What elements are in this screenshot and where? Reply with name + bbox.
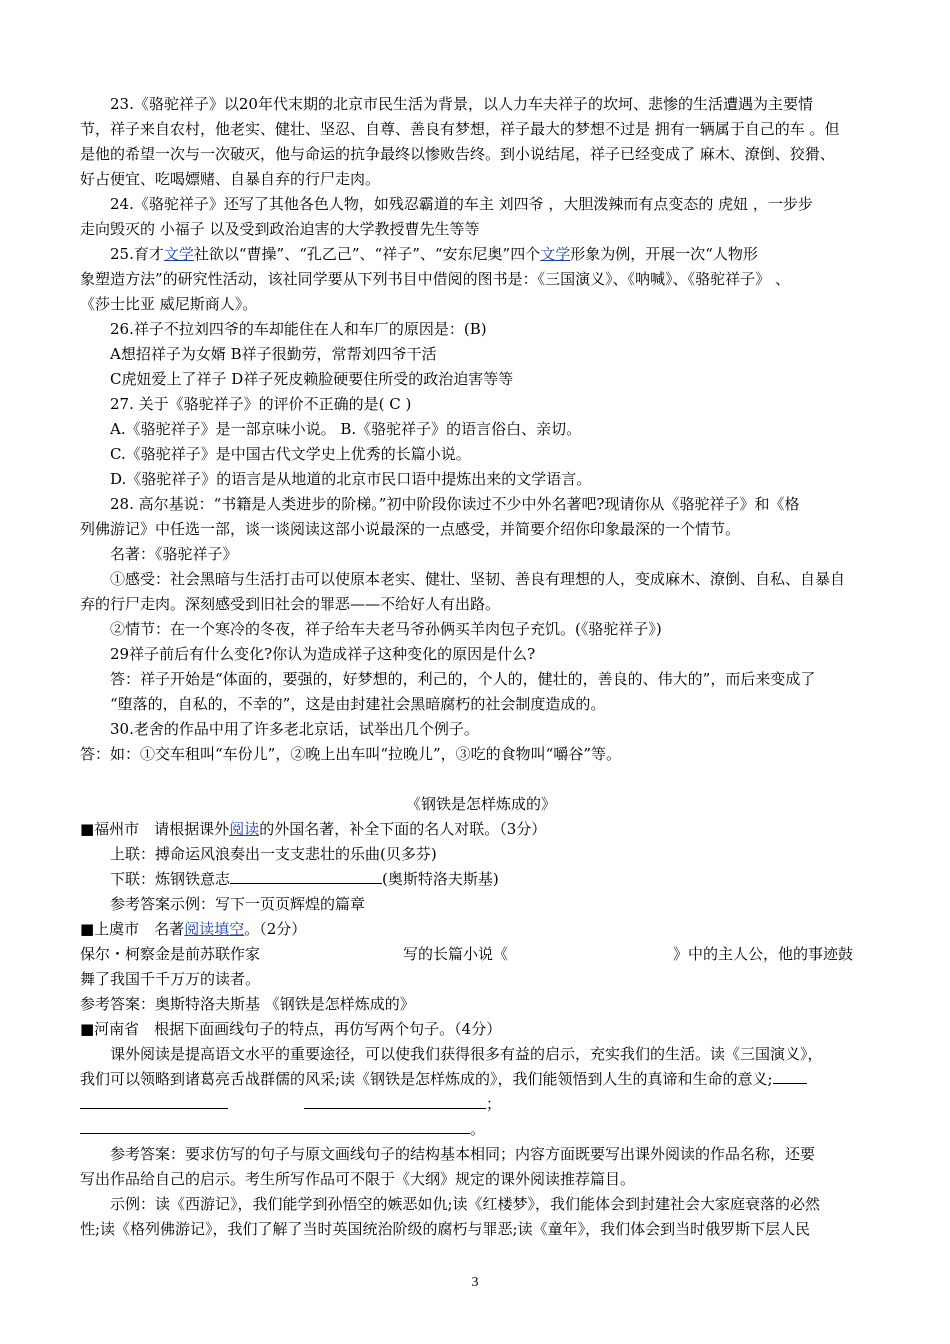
henan-period: 。 (470, 1120, 486, 1138)
shangyu-line-1 (80, 942, 882, 967)
q25-line-1 (80, 242, 882, 267)
henan-blank-1[interactable] (80, 1092, 228, 1109)
henan-semicolon: ； (486, 1095, 502, 1113)
shangyu-text-b: 写的长篇小说《 (403, 945, 509, 963)
q28-feeling-2: 弃的行尸走肉。深刻感受到旧社会的罪恶——不给好人有出路。 (80, 595, 501, 613)
q23-line-3: 是他的希望一次与一次破灭，他与命运的抗争最终以惨败告终。到小说结尾，祥子已经变成了 麻木、潦倒、狡猾、 (80, 145, 835, 163)
henan-question: ■河南省 根据下面画线句子的特点，再仿写两个句子。（4分） (80, 1020, 502, 1038)
q30-answer: 答：如：①交车租叫“车份儿”，②晚上出车叫“拉晚儿”，③吃的食物叫“嚼谷”等。 (80, 745, 622, 763)
shangyu-question (80, 917, 882, 942)
q28-line-1: 28. 高尔基说：“书籍是人类进步的阶梯。”初中阶段你读过不少中外名著吧?现请你从《骆驼祥子》和《格 (110, 495, 800, 513)
q25-text-a: 25.育才 (110, 245, 164, 263)
shangyu-head-text-2: 。（2分） (244, 920, 307, 938)
q29-answer-1: 答：祥子开始是“体面的，要强的，好梦想的，利己的，个人的，健壮的，善良的、伟大的”，而后来变成了 (110, 670, 816, 688)
shangyu-head-text: ■上虞市 名著 (80, 920, 185, 938)
fuzhou-lower-author: (奥斯特洛夫斯基) (382, 870, 499, 888)
henan-blank-3[interactable] (80, 1117, 470, 1134)
henan-blank-0[interactable] (773, 1067, 807, 1084)
literature-link-2[interactable]: 文学 (540, 245, 571, 263)
henan-example-1: 示例：读《西游记》，我们能学到孙悟空的嫉恶如仇;读《红楼梦》，我们能体会到封建社会大家庭衰落的必然 (110, 1195, 821, 1213)
q26-stem: 26.祥子不拉刘四爷的车却能住在人和车厂的原因是：(B) (110, 320, 487, 338)
henan-paragraph-2-text: 我们可以领略到诸葛亮舌战群儒的风采;读《钢铁是怎样炼成的》，我们能领悟到人生的真谛和生命的意义; (80, 1070, 773, 1088)
q29-answer-2: “堕落的，自私的，不幸的”，这是由封建社会黑暗腐朽的社会制度造成的。 (110, 695, 606, 713)
q26-options-ab: A想招祥子为女婿 B祥子很勤劳，常帮刘四爷干活 (110, 345, 437, 363)
q30-stem: 30.老舍的作品中用了许多老北京话，试举出几个例子。 (110, 720, 479, 738)
q28-book-name: 名著：《骆驼祥子》 (110, 545, 238, 563)
henan-reference-1: 参考答案：要求仿写的句子与原文画线句子的结构基本相同；内容方面既要写出课外阅读的作品名称，还要 (110, 1145, 816, 1163)
henan-example-2: 性;读《格列佛游记》，我们了解了当时英国统治阶级的腐朽与罪恶;读《童年》，我们体会到当时俄罗斯下层人民 (80, 1220, 811, 1238)
shangyu-reference-answer: 参考答案：奥斯特洛夫斯基 《钢铁是怎样炼成的》 (80, 995, 415, 1013)
q24-line-2: 走向毁灭的 小福子 以及受到政治迫害的大学教授曹先生等等 (80, 220, 480, 238)
page-number: 3 (471, 1275, 479, 1290)
fuzhou-lower-couplet (80, 867, 882, 892)
q27-stem: 27. 关于《骆驼祥子》的评价不正确的是( C ) (110, 395, 412, 413)
henan-blank-2[interactable] (304, 1092, 486, 1109)
henan-reference-2: 写出作品给自己的启示。考生所写作品可不限于《大纲》规定的课外阅读推荐篇目。 (80, 1170, 636, 1188)
q23-line-2: 节，祥子来自农村，他老实、健壮、坚忍、自尊、善良有梦想，祥子最大的梦想不过是 拥有一辆属于自己的车 。但 (80, 120, 840, 138)
document-page (80, 92, 882, 1242)
fuzhou-question (80, 817, 882, 842)
henan-paragraph-1: 课外阅读是提高语文水平的重要途径，可以使我们获得很多有益的启示，充实我们的生活。读《三国演义》， (110, 1045, 823, 1063)
q23-line-4: 好占便宜、吃喝嫖赌、自暴自弃的行尸走肉。 (80, 170, 381, 188)
henan-blank-line-2 (80, 1117, 882, 1142)
q23-line-1: 23.《骆驼祥子》以20年代末期的北京市民生活为背景，以人力车夫祥子的坎坷、悲惨的生活遭遇为主要情 (110, 95, 813, 113)
shangyu-text-c: 》中的主人公，他的事迹鼓 (673, 945, 854, 963)
shangyu-line-2: 舞了我国千千万万的读者。 (80, 970, 261, 988)
shangyu-text-a: 保尔・柯察金是前苏联作家 (80, 945, 261, 963)
q28-line-2: 列佛游记》中任选一部，谈一谈阅读这部小说最深的一点感受，并简要介绍你印象最深的一个情节。 (80, 520, 741, 538)
henan-blank-line-1 (80, 1092, 882, 1117)
section-title: 《钢铁是怎样炼成的》 (405, 795, 556, 813)
q27-options-ab: A.《骆驼祥子》是一部京味小说。 B.《骆驼祥子》的语言俗白、亲切。 (110, 420, 582, 438)
q27-option-d: D.《骆驼祥子》的语言是从地道的北京市民口语中提炼出来的文学语言。 (110, 470, 592, 488)
fuzhou-reference-answer: 参考答案示例：写下一页页辉煌的篇章 (110, 895, 366, 913)
q25-line-2: 象塑造方法”的研究性活动，该社同学要从下列书目中借阅的图书是：《三国演义》、《呐喊》、《骆驼祥子》 、 (80, 270, 790, 288)
fuzhou-head-text: ■福州市 请根据课外 (80, 820, 230, 838)
fuzhou-lower-text: 下联：炼钢铁意志 (110, 870, 231, 888)
q25-text-b: 社欲以“曹操”、“孔乙己”、“祥子”、“安东尼奥”四个 (193, 245, 541, 263)
q25-line-3: 《莎士比亚 威尼斯商人》。 (80, 295, 258, 313)
q29-stem: 29祥子前后有什么变化?你认为造成祥子这种变化的原因是什么? (110, 645, 536, 663)
q28-plot: ②情节：在一个寒冷的冬夜，祥子给车夫老马爷孙俩买羊肉包子充饥。(《骆驼祥子》) (110, 620, 662, 638)
fuzhou-answer-blank[interactable] (230, 867, 382, 884)
fuzhou-upper-couplet: 上联：搏命运风浪奏出一支支悲壮的乐曲(贝多芬) (110, 845, 437, 863)
q25-text-c: 形象为例，开展一次“人物形 (570, 245, 758, 263)
reading-fill-link[interactable]: 阅读填空 (184, 920, 245, 938)
reading-link[interactable]: 阅读 (229, 820, 260, 838)
q28-feeling-1: ①感受：社会黑暗与生活打击可以使原本老实、健壮、坚韧、善良有理想的人，变成麻木、潦倒、自私、自暴自 (110, 570, 846, 588)
q27-option-c: C.《骆驼祥子》是中国古代文学史上优秀的长篇小说。 (110, 445, 471, 463)
fuzhou-head-text-2: 的外国名著，补全下面的名人对联。（3分） (259, 820, 547, 838)
q26-options-cd: C虎妞爱上了祥子 D祥子死皮赖脸硬要住所受的政治迫害等等 (110, 370, 514, 388)
q24-line-1: 24.《骆驼祥子》还写了其他各色人物，如残忍霸道的车主 刘四爷 ，大胆泼辣而有点变态的 虎妞 ，一步步 (110, 195, 813, 213)
henan-paragraph-2 (80, 1067, 882, 1092)
literature-link-1[interactable]: 文学 (163, 245, 194, 263)
